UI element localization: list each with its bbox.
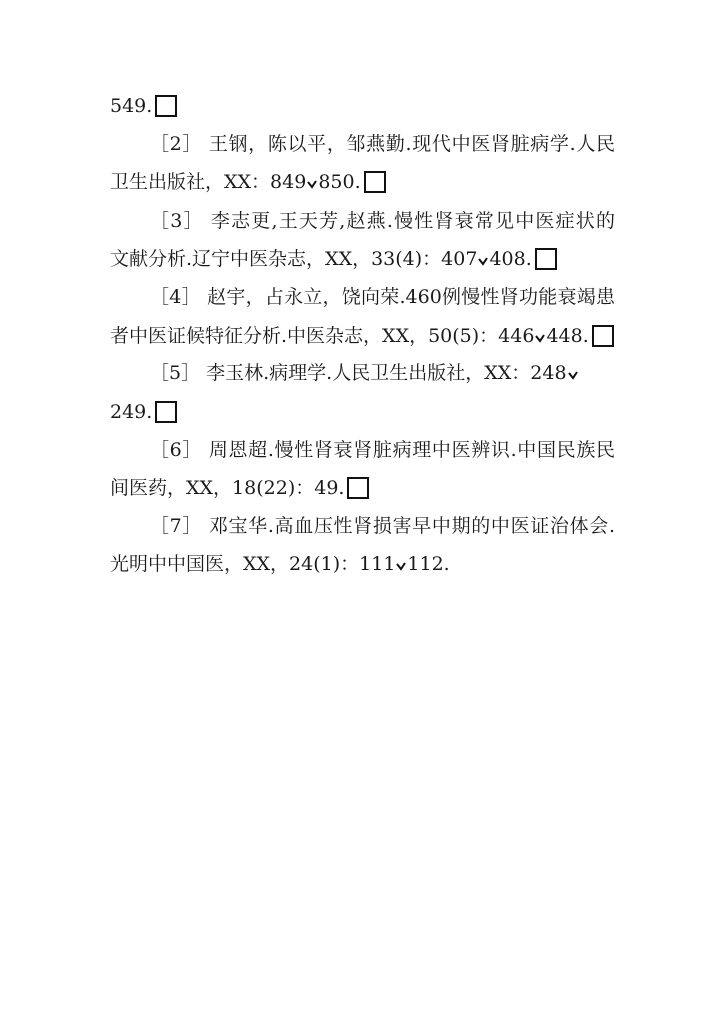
reference-7-page-end: 112. xyxy=(407,553,450,575)
reference-2-page-end: 850. xyxy=(318,171,361,193)
reference-1-tail xyxy=(110,88,615,124)
reference-1-pages: 549. xyxy=(110,95,153,117)
check-mark-icon xyxy=(568,370,578,380)
checkbox-icon xyxy=(364,171,386,193)
reference-2-line-2 xyxy=(110,164,615,200)
reference-7-line-2 xyxy=(110,546,615,582)
reference-3-journal: 文献分析.辽宁中医杂志，XX，33(4)：407 xyxy=(110,248,478,270)
reference-5-text: ［5］ 李玉林.病理学.人民卫生出版社，XX：248 xyxy=(150,362,567,384)
reference-7-journal: 光明中中国医，XX，24(1)：111 xyxy=(110,553,396,575)
reference-4-line-2 xyxy=(110,318,615,354)
reference-4-journal: 者中医证候特征分析.中医杂志，XX，50(5)：446 xyxy=(110,325,535,347)
reference-5-line-2 xyxy=(110,394,615,430)
reference-5-line-1 xyxy=(150,355,615,391)
checkbox-icon xyxy=(592,325,614,347)
check-mark-icon xyxy=(396,561,406,571)
checkbox-icon xyxy=(155,95,177,117)
checkbox-icon xyxy=(155,401,177,423)
reference-7-line-1: ［7］ 邓宝华.高血压性肾损害早中期的中医证治体会. xyxy=(150,515,615,537)
reference-2-publisher: 卫生出版社，XX：849 xyxy=(110,171,307,193)
reference-6-line-1: ［6］ 周恩超.慢性肾衰肾脏病理中医辨识.中国民族民 xyxy=(150,439,615,461)
reference-4-page-end: 448. xyxy=(546,325,589,347)
check-mark-icon xyxy=(535,333,545,343)
reference-6-journal: 间医药，XX，18(22)：49. xyxy=(110,477,345,499)
check-mark-icon xyxy=(307,179,317,189)
checkbox-icon xyxy=(347,477,369,499)
reference-6-line-2 xyxy=(110,470,615,506)
reference-4-line-1: ［4］ 赵宇，占永立，饶向荣.460例慢性肾功能衰竭患 xyxy=(150,286,615,308)
reference-3-line-1: ［3］ 李志更,王天芳,赵燕.慢性肾衰常见中医症状的 xyxy=(150,210,615,232)
reference-3-page-end: 408. xyxy=(489,248,532,270)
checkbox-icon xyxy=(535,248,557,270)
reference-5-page-end: 249. xyxy=(110,401,153,423)
check-mark-icon xyxy=(478,256,488,266)
reference-3-line-2 xyxy=(110,241,615,277)
reference-2-line-1: ［2］ 王钢，陈以平，邹燕勤.现代中医肾脏病学.人民 xyxy=(150,133,615,155)
